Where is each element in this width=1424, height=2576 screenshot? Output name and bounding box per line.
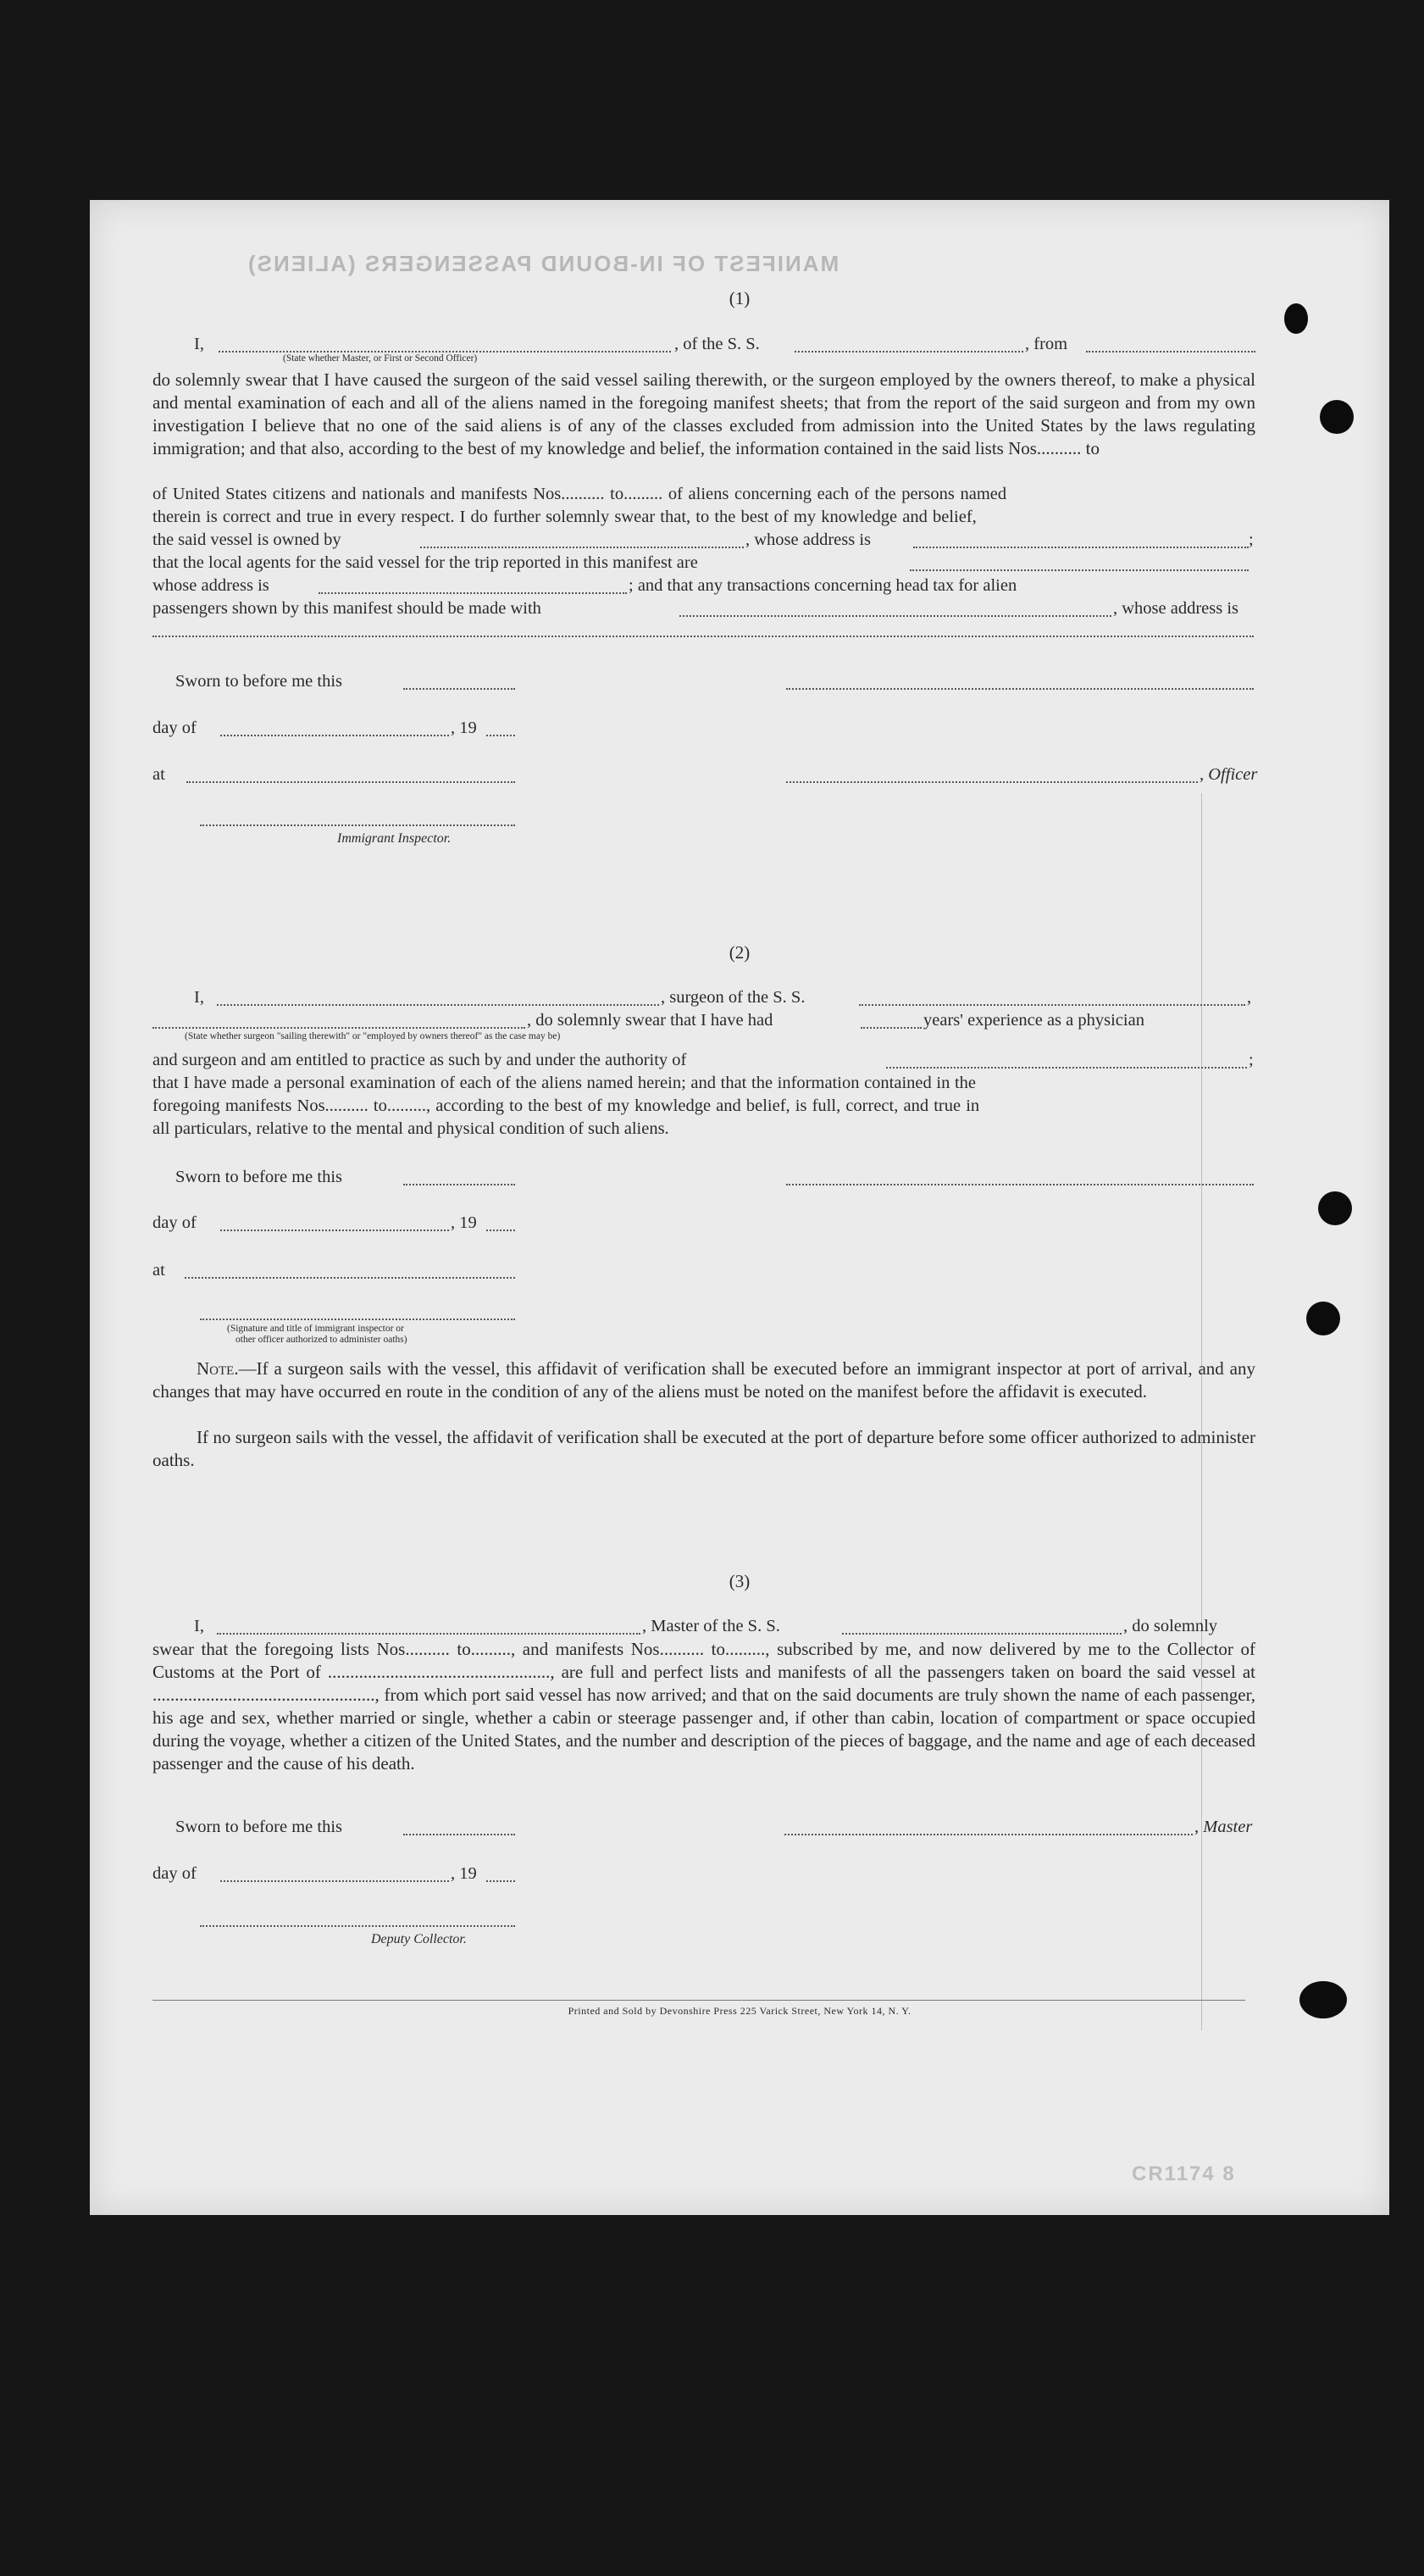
s1-line-5-address: whose address is	[152, 576, 269, 595]
s2-authority-line	[886, 1067, 1247, 1069]
s2-day-line	[220, 1230, 449, 1231]
s2-line-2: that I have made a personal examination of each of the aliens named herein; and that the information contained in the	[152, 1074, 976, 1092]
s1-day-line	[220, 735, 449, 736]
s3-body-text: swear that the foregoing lists Nos.......... to........., and manifests Nos.......... to........., subscribed by me, and now delivered by me to the Collector of Customs at the Port of .................................................., are full and perfect lists and manifests of all the passengers taken on board the said vessel at .................................................., from which port said vessel has now arrived; and that on the said documents are truly shown the name of each passenger, his age and sex, whether married or single, whether a cabin or steerage passenger and, if other than cabin, location of compartment or space occupied during the voyage, whether a citizen of the United States, and the number and description of the pieces of baggage, and the name and age of each deceased passenger and the cause of his death.	[152, 1639, 1255, 1774]
s3-collector-signature-line	[200, 1925, 515, 1927]
s3-day-line	[220, 1880, 449, 1882]
s2-years-line	[861, 1027, 922, 1029]
s2-sworn: Sworn to before me this	[175, 1168, 342, 1186]
note-label: Note.	[197, 1358, 239, 1379]
s2-line-1-end: ;	[1249, 1051, 1254, 1069]
printer-credit: Printed and Sold by Devonshire Press 225 Varick Street, New York 14, N. Y.	[568, 2005, 911, 2017]
s1-from: , from	[1025, 335, 1068, 353]
section-3-heading: (3)	[729, 1571, 751, 1591]
s3-19: , 19	[451, 1864, 477, 1883]
s3-sworn: Sworn to before me this	[175, 1818, 342, 1836]
s1-line-4: that the local agents for the said vessel for the trip reported in this manifest are	[152, 553, 698, 572]
note-1-text: —If a surgeon sails with the vessel, this affidavit of verification shall be executed before an immigrant inspector at port of arrival, and any changes that may have occurred en route in the condition of any of the aliens must be noted on the manifest before the affidavit is executed.	[152, 1358, 1255, 1402]
s3-collector-label: Deputy Collector.	[371, 1932, 467, 1946]
s3-master-signature-line	[784, 1834, 1193, 1835]
s1-line-3-address: , whose address is	[745, 530, 872, 549]
s2-sig-note-1: (Signature and title of immigrant inspector or	[227, 1324, 404, 1334]
s3-sworn-line	[403, 1834, 515, 1835]
s1-line-6-with: passengers shown by this manifest should be made with	[152, 599, 541, 618]
s1-at: at	[152, 765, 165, 784]
s2-do-swear: , do solemnly swear that I have had	[527, 1011, 773, 1030]
note-2-text: If no surgeon sails with the vessel, the affidavit of verification shall be executed at the port of departure before some officer authorized to administer oaths.	[152, 1427, 1255, 1470]
s1-officer-signature-line	[786, 781, 1198, 783]
s1-state-note: (State whether Master, or First or Second Officer)	[283, 353, 478, 364]
s2-line-3: foregoing manifests Nos.......... to........., according to the best of my knowledge and belief, is full, correct, and true in	[152, 1096, 980, 1115]
s1-at-line	[186, 781, 515, 783]
section-1-heading: (1)	[729, 288, 751, 308]
s1-year-line	[486, 735, 515, 736]
s3-name-line	[217, 1633, 640, 1635]
s2-comma: ,	[1247, 988, 1252, 1007]
s1-inspector-signature-line	[200, 824, 515, 826]
s1-owner-address-line	[913, 547, 1249, 548]
s2-inspector-signature-line	[200, 1319, 515, 1320]
section-2-heading: (2)	[729, 942, 751, 963]
s2-19: , 19	[451, 1213, 477, 1232]
s1-vessel-line	[795, 351, 1023, 353]
s3-dayof: day of	[152, 1864, 197, 1883]
s2-year-line	[486, 1230, 515, 1231]
s3-master-of: , Master of the S. S.	[642, 1617, 780, 1635]
s1-dayof: day of	[152, 719, 197, 737]
s1-sworn: Sworn to before me this	[175, 672, 342, 691]
s2-state-note: (State whether surgeon "sailing therewith" or "employed by owners thereof" as the case may be)	[185, 1031, 561, 1041]
s1-line-2: therein is correct and true in every respect. I do further solemnly swear that, to the best of my knowledge and belief,	[152, 508, 977, 526]
punch-hole	[1318, 1191, 1352, 1225]
s2-at-line	[185, 1277, 515, 1279]
s1-of-ss: , of the S. S.	[674, 335, 760, 353]
punch-hole	[1320, 400, 1354, 434]
s2-vessel-line	[859, 1004, 1245, 1006]
s1-tax-address-line	[152, 636, 1254, 637]
s1-sworn-line	[403, 688, 515, 690]
manifest-page	[90, 200, 1389, 2215]
s2-surgeon-signature-line	[786, 1184, 1254, 1185]
s1-officer-label: , Officer	[1200, 765, 1258, 784]
s2-dayof: day of	[152, 1213, 197, 1232]
s2-line-4: all particulars, relative to the mental and physical condition of such aliens.	[152, 1119, 669, 1138]
s2-at: at	[152, 1261, 165, 1280]
s2-sworn-line	[403, 1184, 515, 1185]
s1-line-6-address: , whose address is	[1113, 599, 1239, 618]
bleed-through-header: MANIFEST OF IN-BOUND PASSENGERS (ALIENS)	[247, 251, 839, 276]
s3-master-label: , Master	[1194, 1818, 1253, 1836]
punch-hole	[1306, 1302, 1340, 1335]
faint-column-line	[1201, 793, 1202, 2030]
s2-years: years' experience as a physician	[923, 1011, 1144, 1030]
s1-name-line	[219, 351, 671, 353]
s2-sig-note-2: other officer authorized to administer oaths)	[235, 1335, 407, 1345]
s1-line-3-owned: the said vessel is owned by	[152, 530, 341, 549]
s2-name-line	[217, 1004, 659, 1006]
s2-note-2	[152, 1426, 1255, 1472]
s3-do-solemnly: , do solemnly	[1123, 1617, 1218, 1635]
s1-body-text: do solemnly swear that I have caused the surgeon of the said vessel sailing therewith, or the surgeon employed by the owners thereof, to make a physical and mental examination of each and all of the aliens named in the foregoing manifest sheets; that from the report of the said surgeon and from my own investigation I believe that no one of the said aliens is of any of the classes excluded from admission into the United States by the laws regulating immigration; and that also, according to the best of my knowledge and belief, the information contained in the said lists Nos.......... to	[152, 369, 1255, 458]
s1-i: I,	[194, 335, 204, 353]
s1-owner-line	[420, 547, 744, 548]
s2-line-1: and surgeon and am entitled to practice as such by and under the authority of	[152, 1051, 687, 1069]
s1-line-1: of United States citizens and nationals and manifests Nos.......... to......... of aliens concerning each of the persons named	[152, 485, 1007, 503]
s3-body	[152, 1638, 1255, 1775]
s2-i: I,	[194, 988, 204, 1007]
s3-i: I,	[194, 1617, 204, 1635]
s1-19: , 19	[451, 719, 477, 737]
s1-body	[152, 369, 1255, 460]
bleed-through-stamp: CR1174 8	[1132, 2162, 1236, 2185]
s1-from-line	[1086, 351, 1255, 353]
s1-agents-line	[910, 569, 1249, 571]
s2-surgeon-of: , surgeon of the S. S.	[661, 988, 806, 1007]
s1-inspector-label: Immigrant Inspector.	[337, 831, 452, 846]
s1-officer-signature-upper	[786, 688, 1254, 690]
s1-agent-address-line	[319, 592, 627, 594]
s1-line-5-tax: ; and that any transactions concerning head tax for alien	[629, 576, 1017, 595]
s1-tax-contact-line	[679, 615, 1111, 617]
footer-rule	[152, 2000, 1245, 2001]
s3-vessel-line	[842, 1633, 1122, 1635]
s2-note-1	[152, 1357, 1255, 1403]
s2-surgeon-type-line	[152, 1027, 525, 1029]
s1-line-3-end: ;	[1249, 530, 1254, 549]
s3-year-line	[486, 1880, 515, 1882]
